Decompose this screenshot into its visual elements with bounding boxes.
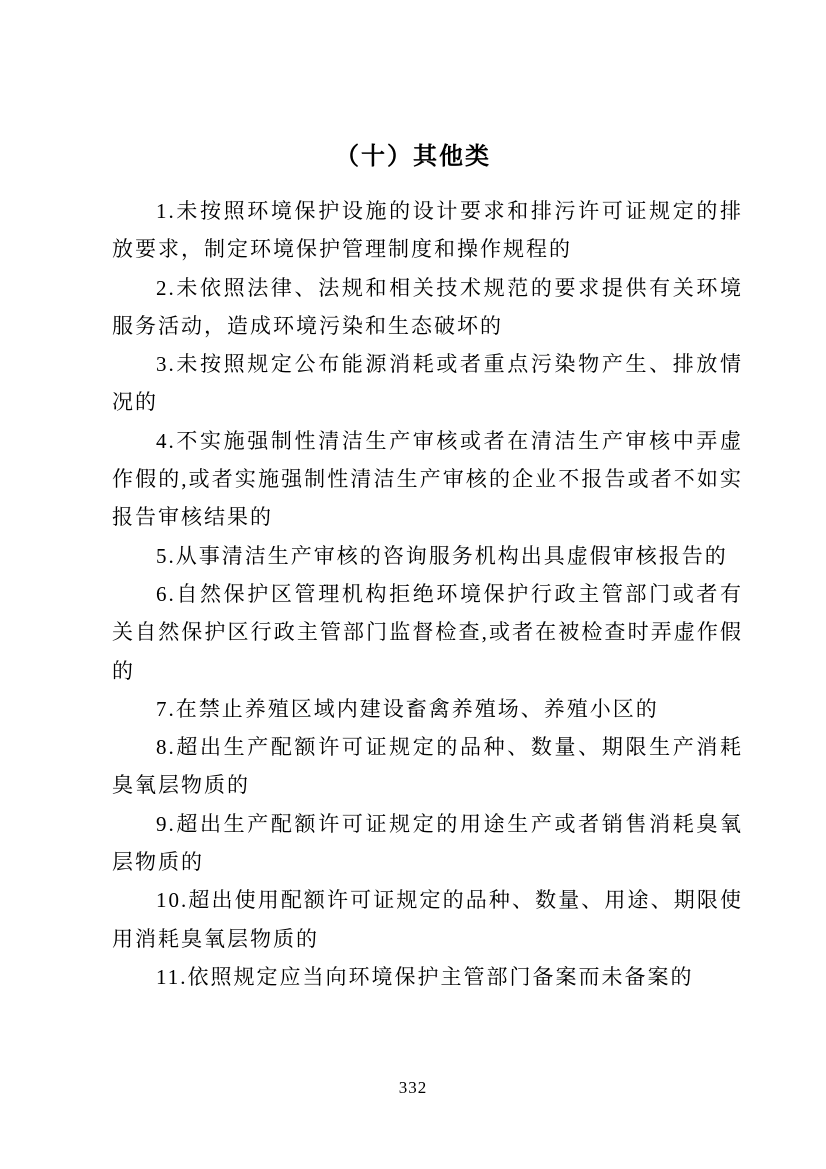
- document-body: [112, 192, 743, 996]
- list-item-2: 2.未依照法律、法规和相关技术规范的要求提供有关环境服务活动，造成环境污染和生态破坏的: [112, 275, 743, 338]
- section-title: （十）其他类: [335, 144, 491, 170]
- list-item-6: 6.自然保护区管理机构拒绝环境保护行政主管部门或者有关自然保护区行政主管部门监督检查,或者在被检查时弄虚作假的: [112, 581, 743, 683]
- list-item-8: 8.超出生产配额许可证规定的品种、数量、期限生产消耗臭氧层物质的: [112, 735, 743, 798]
- list-item-10: 10.超出使用配额许可证规定的品种、数量、用途、期限使用消耗臭氧层物质的: [112, 888, 743, 951]
- list-item-1: 1.未按照环境保护设施的设计要求和排污许可证规定的排放要求，制定环境保护管理制度和操作规程的: [112, 199, 743, 262]
- list-item-4: 4.不实施强制性清洁生产审核或者在清洁生产审核中弄虚作假的,或者实施强制性清洁生产审核的企业不报告或者不如实报告审核结果的: [112, 428, 743, 530]
- list-item-3: 3.未按照规定公布能源消耗或者重点污染物产生、排放情况的: [112, 352, 743, 415]
- list-item-5: 5.从事清洁生产审核的咨询服务机构出具虚假审核报告的: [156, 543, 728, 568]
- list-item-11: 11.依照规定应当向环境保护主管部门备案而未备案的: [156, 964, 694, 989]
- list-item-7: 7.在禁止养殖区域内建设畜禽养殖场、养殖小区的: [156, 696, 659, 721]
- list-item-9: 9.超出生产配额许可证规定的用途生产或者销售消耗臭氧层物质的: [112, 811, 743, 875]
- page-number: 332: [398, 1078, 428, 1097]
